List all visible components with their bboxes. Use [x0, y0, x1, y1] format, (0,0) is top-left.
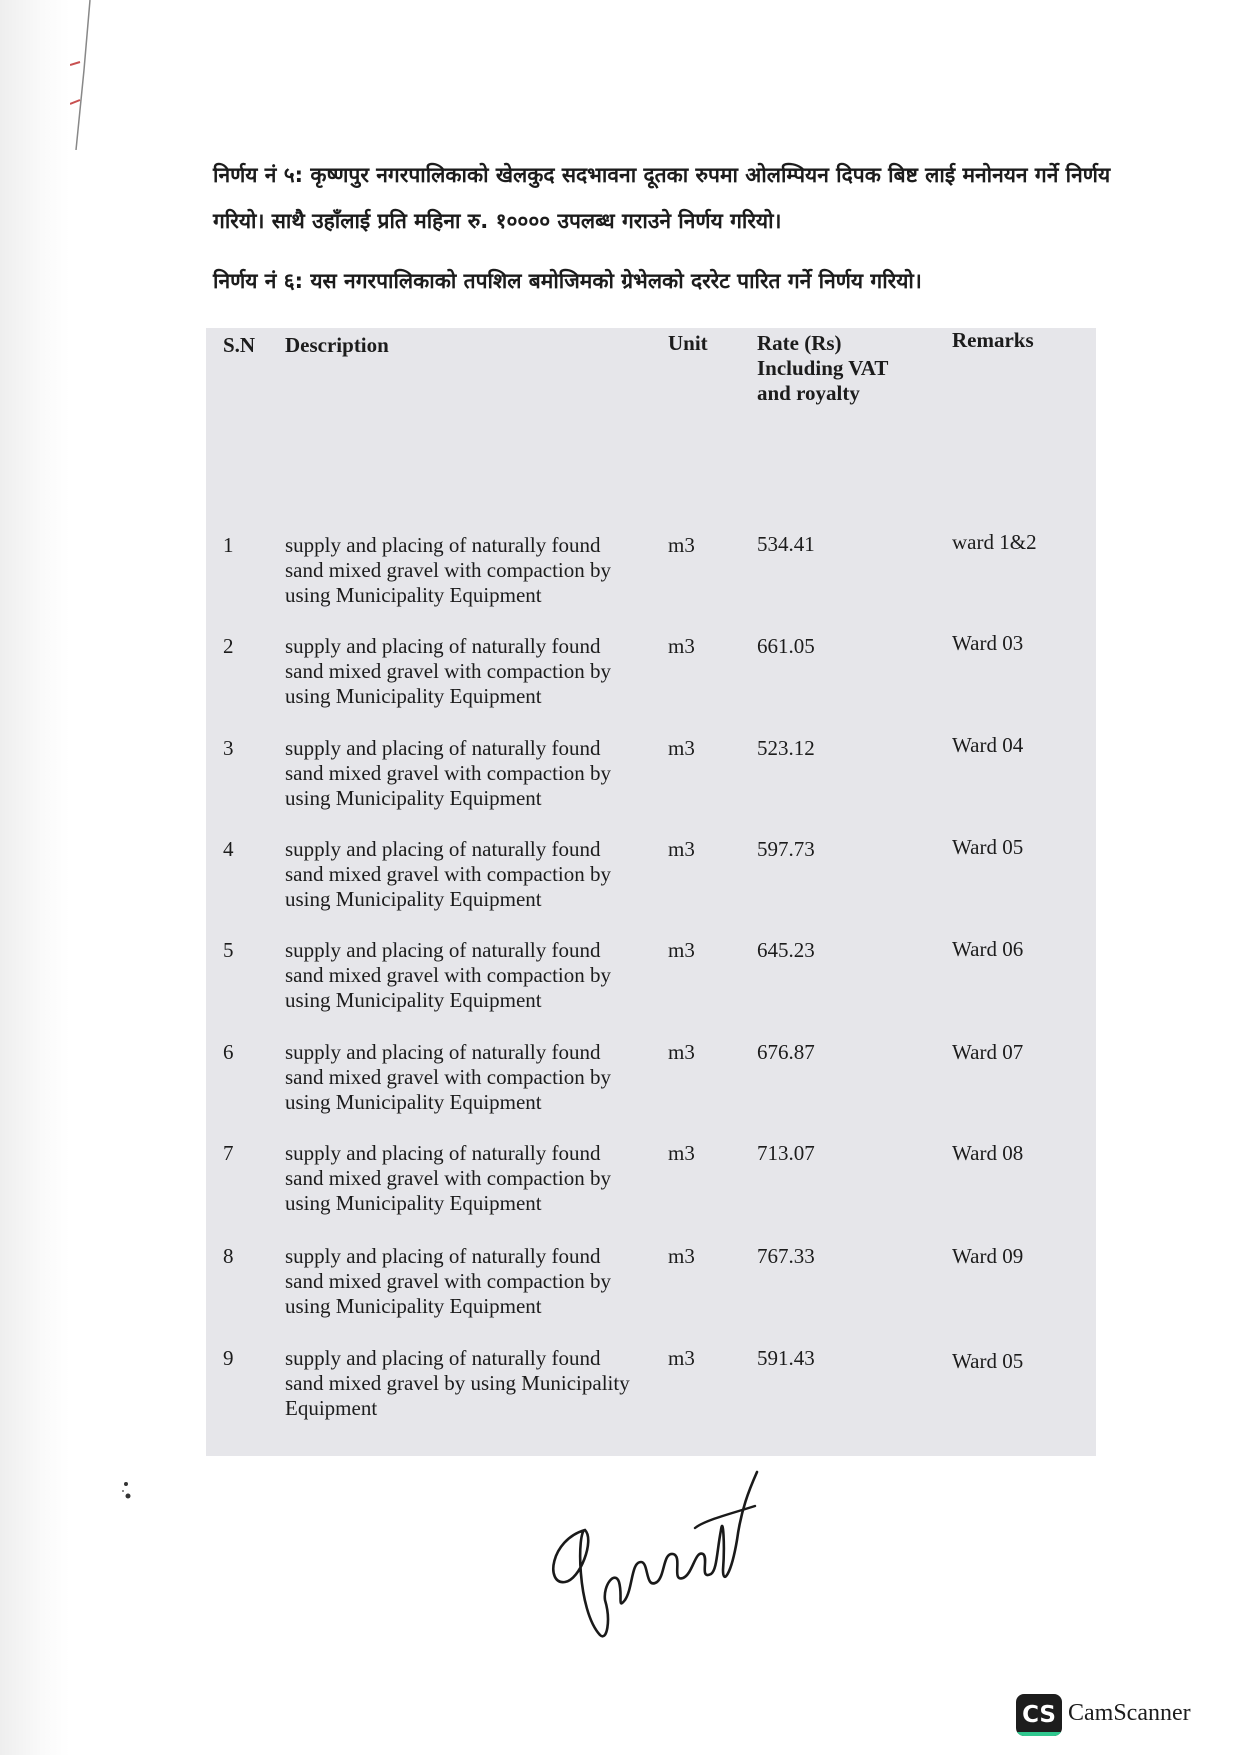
row-7-description-line-2: sand mixed gravel with compaction by [285, 1166, 612, 1190]
row-1-description-line-2: sand mixed gravel with compaction by [285, 558, 612, 582]
row-4-description-line-2: sand mixed gravel with compaction by [285, 862, 612, 886]
row-8-rate: 767.33 [757, 1244, 815, 1268]
row-9-unit: m3 [668, 1346, 695, 1370]
row-7-description-line-1: supply and placing of naturally found [285, 1141, 601, 1165]
row-5-remarks: Ward 06 [952, 937, 1024, 961]
row-6-remarks: Ward 07 [952, 1040, 1024, 1064]
row-6-description [285, 1040, 635, 1115]
header-rate-line-3: and royalty [757, 381, 860, 405]
row-7-remarks: Ward 08 [952, 1141, 1024, 1165]
row-1-description-line-3: using Municipality Equipment [285, 583, 542, 607]
row-8-sn: 8 [223, 1244, 234, 1268]
decision-5-line-1: निर्णय नं ५: कृष्णपुर नगरपालिकाको खेलकुद सदभावना दूतका रुपमा ओलम्पियन दिपक बिष्ट लाई मनोनयन गर्ने निर्णय [213, 163, 1111, 187]
header-rate-line-1: Rate (Rs) [757, 331, 842, 355]
row-6-rate: 676.87 [757, 1040, 815, 1064]
row-4-description-line-3: using Municipality Equipment [285, 887, 542, 911]
row-8-description-line-3: using Municipality Equipment [285, 1294, 542, 1318]
row-6-sn: 6 [223, 1040, 234, 1064]
row-3-rate: 523.12 [757, 736, 815, 760]
row-1-description [285, 533, 635, 608]
row-9-description-line-3: Equipment [285, 1396, 378, 1420]
row-1-description-line-1: supply and placing of naturally found [285, 533, 601, 557]
handwritten-signature [545, 1470, 775, 1645]
header-description: Description [285, 333, 389, 357]
scan-left-edge-shadow [0, 0, 70, 1755]
row-9-description-line-1: supply and placing of naturally found [285, 1346, 601, 1370]
row-9-remarks: Ward 05 [952, 1349, 1024, 1373]
row-8-description-line-2: sand mixed gravel with compaction by [285, 1269, 612, 1293]
row-2-description-line-1: supply and placing of naturally found [285, 634, 601, 658]
row-9-description [285, 1346, 635, 1421]
row-3-description-line-1: supply and placing of naturally found [285, 736, 601, 760]
row-6-description-line-3: using Municipality Equipment [285, 1090, 542, 1114]
row-5-description [285, 938, 635, 1013]
row-9-description-line-2: sand mixed gravel by using Municipality [285, 1371, 630, 1395]
row-9-rate: 591.43 [757, 1346, 815, 1370]
row-2-rate: 661.05 [757, 634, 815, 658]
scan-speck [118, 1478, 134, 1504]
row-9-sn: 9 [223, 1346, 234, 1370]
row-1-unit: m3 [668, 533, 695, 557]
row-5-unit: m3 [668, 938, 695, 962]
row-4-remarks: Ward 05 [952, 835, 1024, 859]
row-1-remarks: ward 1&2 [952, 530, 1037, 554]
row-4-description-line-1: supply and placing of naturally found [285, 837, 601, 861]
row-3-remarks: Ward 04 [952, 733, 1024, 757]
row-2-description-line-2: sand mixed gravel with compaction by [285, 659, 612, 683]
row-3-description-line-2: sand mixed gravel with compaction by [285, 761, 612, 785]
row-7-unit: m3 [668, 1141, 695, 1165]
row-7-sn: 7 [223, 1141, 234, 1165]
row-2-unit: m3 [668, 634, 695, 658]
row-8-description [285, 1244, 635, 1319]
row-8-remarks: Ward 09 [952, 1244, 1024, 1268]
row-5-sn: 5 [223, 938, 234, 962]
decision-6-paragraph: निर्णय नं ६: यस नगरपालिकाको तपशिल बमोजिमको ग्रेभेलको दररेट पारित गर्ने निर्णय गरियो। [213, 269, 922, 293]
row-7-description [285, 1141, 635, 1216]
row-5-rate: 645.23 [757, 938, 815, 962]
row-4-description [285, 837, 635, 912]
row-4-unit: m3 [668, 837, 695, 861]
header-unit: Unit [668, 331, 708, 355]
paper-edge-mark [70, 0, 110, 150]
camscanner-watermark: CamScanner [1068, 1700, 1191, 1726]
decision-5-line-2: गरियो। साथै उहाँलाई प्रति महिना रु. १०००० उपलब्ध गराउने निर्णय गरियो। [213, 209, 782, 233]
row-2-description-line-3: using Municipality Equipment [285, 684, 542, 708]
row-6-unit: m3 [668, 1040, 695, 1064]
row-5-description-line-2: sand mixed gravel with compaction by [285, 963, 612, 987]
row-8-unit: m3 [668, 1244, 695, 1268]
row-7-description-line-3: using Municipality Equipment [285, 1191, 542, 1215]
row-1-sn: 1 [223, 533, 234, 557]
row-2-sn: 2 [223, 634, 234, 658]
row-5-description-line-1: supply and placing of naturally found [285, 938, 601, 962]
row-3-unit: m3 [668, 736, 695, 760]
header-remarks: Remarks [952, 328, 1034, 352]
row-1-rate: 534.41 [757, 532, 815, 556]
header-sn: S.N [223, 333, 256, 357]
decision-5-paragraph [213, 152, 1158, 244]
row-3-sn: 3 [223, 736, 234, 760]
row-4-sn: 4 [223, 837, 234, 861]
row-4-rate: 597.73 [757, 837, 815, 861]
row-8-description-line-1: supply and placing of naturally found [285, 1244, 601, 1268]
row-6-description-line-1: supply and placing of naturally found [285, 1040, 601, 1064]
header-rate-line-2: Including VAT [757, 356, 889, 380]
row-5-description-line-3: using Municipality Equipment [285, 988, 542, 1012]
camscanner-logo-icon: CS [1016, 1694, 1062, 1736]
row-3-description [285, 736, 635, 811]
row-6-description-line-2: sand mixed gravel with compaction by [285, 1065, 612, 1089]
row-3-description-line-3: using Municipality Equipment [285, 786, 542, 810]
row-7-rate: 713.07 [757, 1141, 815, 1165]
row-2-remarks: Ward 03 [952, 631, 1024, 655]
header-rate [757, 331, 927, 406]
row-2-description [285, 634, 635, 709]
